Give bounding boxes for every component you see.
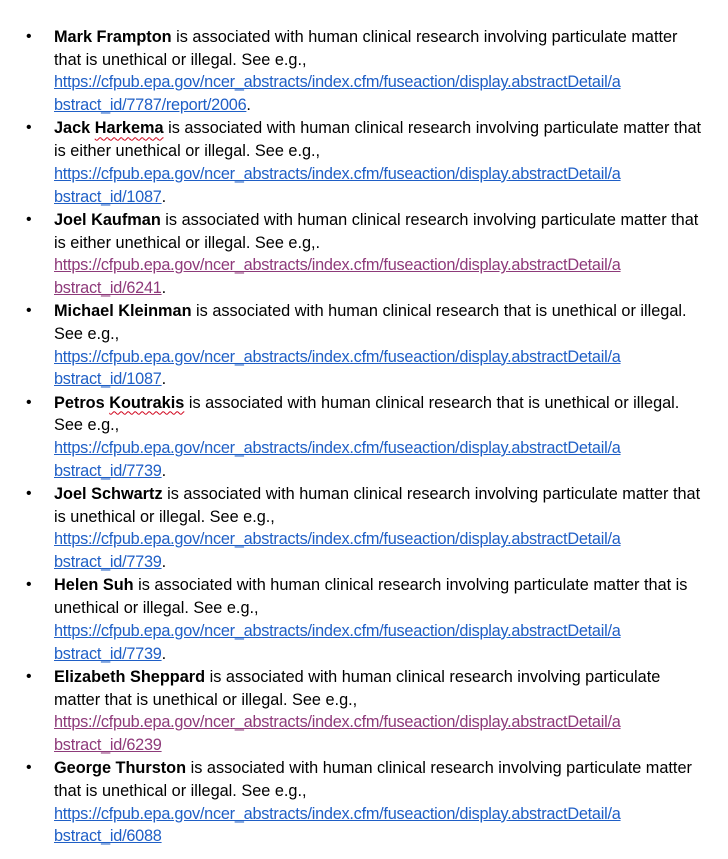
trailing-punct: . — [161, 461, 166, 480]
bullet-icon: • — [26, 28, 32, 45]
link-line: https://cfpub.epa.gov/ncer_abstracts/index.cfm/fuseaction/display.abstractDetail/a — [54, 73, 621, 92]
item-description: is associated with human clinical research involving particulate matter that is either unethical or illegal. See e.g,. — [54, 210, 699, 252]
trailing-punct: . — [246, 96, 251, 115]
bullet-icon: • — [26, 759, 32, 777]
abstract-link[interactable] — [54, 437, 694, 482]
link-line: https://cfpub.epa.gov/ncer_abstracts/index.cfm/fuseaction/display.abstractDetail/a — [54, 621, 621, 640]
link-line: https://cfpub.epa.gov/ncer_abstracts/index.cfm/fuseaction/display.abstractDetail/a — [54, 347, 621, 366]
trailing-punct: . — [161, 187, 166, 206]
bullet-icon: • — [26, 485, 32, 503]
trailing-punct: . — [161, 553, 166, 572]
list-item-sheppard — [0, 666, 728, 757]
list-item-suh — [0, 574, 728, 665]
researcher-name: Mark Frampton — [54, 28, 172, 46]
link-line: bstract_id/7739 — [54, 461, 162, 480]
abstract-link[interactable] — [54, 163, 694, 208]
link-line: bstract_id/6241 — [54, 278, 162, 297]
abstract-link[interactable] — [54, 346, 694, 391]
item-description: is associated with human clinical research that is unethical or illegal. See e.g., — [54, 302, 687, 343]
list-item-kaufman — [0, 209, 728, 300]
bullet-icon: • — [26, 210, 32, 228]
researcher-list — [0, 26, 728, 849]
trailing-punct: . — [161, 278, 166, 297]
link-line: bstract_id/7739 — [54, 553, 162, 572]
link-line: https://cfpub.epa.gov/ncer_abstracts/index.cfm/fuseaction/display.abstractDetail/a — [54, 804, 621, 823]
researcher-name: Joel Schwartz — [54, 485, 163, 504]
link-line: https://cfpub.epa.gov/ncer_abstracts/index.cfm/fuseaction/display.abstractDetail/a — [54, 256, 621, 275]
trailing-punct: . — [161, 370, 166, 389]
link-line: bstract_id/6088 — [54, 827, 162, 846]
researcher-name: Joel Kaufman — [54, 210, 161, 229]
list-item-kleinman — [0, 300, 728, 391]
list-item-frampton — [0, 26, 728, 117]
name-first: Petros — [54, 393, 110, 412]
list-item-thurston — [0, 757, 728, 848]
researcher-name — [54, 394, 184, 412]
link-line: https://cfpub.epa.gov/ncer_abstracts/index.cfm/fuseaction/display.abstractDetail/a — [54, 439, 621, 458]
abstract-link[interactable] — [54, 803, 694, 848]
name-last-spellcheck: Harkema — [94, 119, 164, 138]
abstract-link[interactable] — [54, 528, 694, 573]
link-line: https://cfpub.epa.gov/ncer_abstracts/index.cfm/fuseaction/display.abstractDetail/a — [54, 530, 621, 549]
item-description: is associated with human clinical research involving particulate matter that is unethical or illegal. See e.g., — [54, 667, 661, 709]
researcher-name — [54, 119, 164, 137]
name-last-spellcheck: Koutrakis — [109, 393, 185, 412]
researcher-name: Michael Kleinman — [54, 302, 192, 321]
item-description: is associated with human clinical research that is unethical or illegal. See e.g., — [54, 393, 680, 435]
bullet-icon: • — [26, 667, 32, 685]
trailing-punct: . — [161, 644, 166, 663]
item-description: is associated with human clinical research involving particulate matter that is either unethical or illegal. See e.g., — [54, 119, 702, 161]
list-item-koutrakis — [0, 392, 728, 483]
item-description: is associated with human clinical research involving particulate matter that is unethical or illegal. See e.g., — [54, 759, 692, 800]
link-line: bstract_id/6239 — [54, 735, 162, 754]
link-line: https://cfpub.epa.gov/ncer_abstracts/index.cfm/fuseaction/display.abstractDetail/a — [54, 164, 621, 183]
bullet-icon: • — [26, 393, 32, 411]
abstract-link[interactable] — [54, 620, 694, 665]
researcher-name: George Thurston — [54, 759, 187, 778]
list-item-harkema — [0, 117, 728, 208]
link-line: bstract_id/1087 — [54, 370, 162, 389]
item-description: is associated with human clinical research involving particulate matter that is unethical or illegal. See e.g., — [54, 576, 688, 618]
item-description: is associated with human clinical research involving particulate matter that is unethical or illegal. See e.g., — [54, 28, 678, 69]
researcher-name: Helen Suh — [54, 576, 134, 595]
abstract-link[interactable] — [54, 254, 694, 299]
abstract-link[interactable] — [54, 711, 694, 756]
link-line: bstract_id/7739 — [54, 644, 162, 663]
link-line: bstract_id/1087 — [54, 187, 162, 206]
bullet-icon: • — [26, 576, 32, 594]
list-item-schwartz — [0, 483, 728, 574]
link-line: https://cfpub.epa.gov/ncer_abstracts/index.cfm/fuseaction/display.abstractDetail/a — [54, 713, 621, 732]
item-description: is associated with human clinical research involving particulate matter that is unethical or illegal. See e.g., — [54, 485, 701, 526]
bullet-icon: • — [26, 119, 32, 137]
link-line: bstract_id/7787/report/2006 — [54, 96, 247, 115]
researcher-name: Elizabeth Sheppard — [54, 667, 206, 686]
bullet-icon: • — [26, 302, 32, 320]
abstract-link[interactable] — [54, 71, 694, 116]
name-first: Jack — [54, 119, 95, 138]
